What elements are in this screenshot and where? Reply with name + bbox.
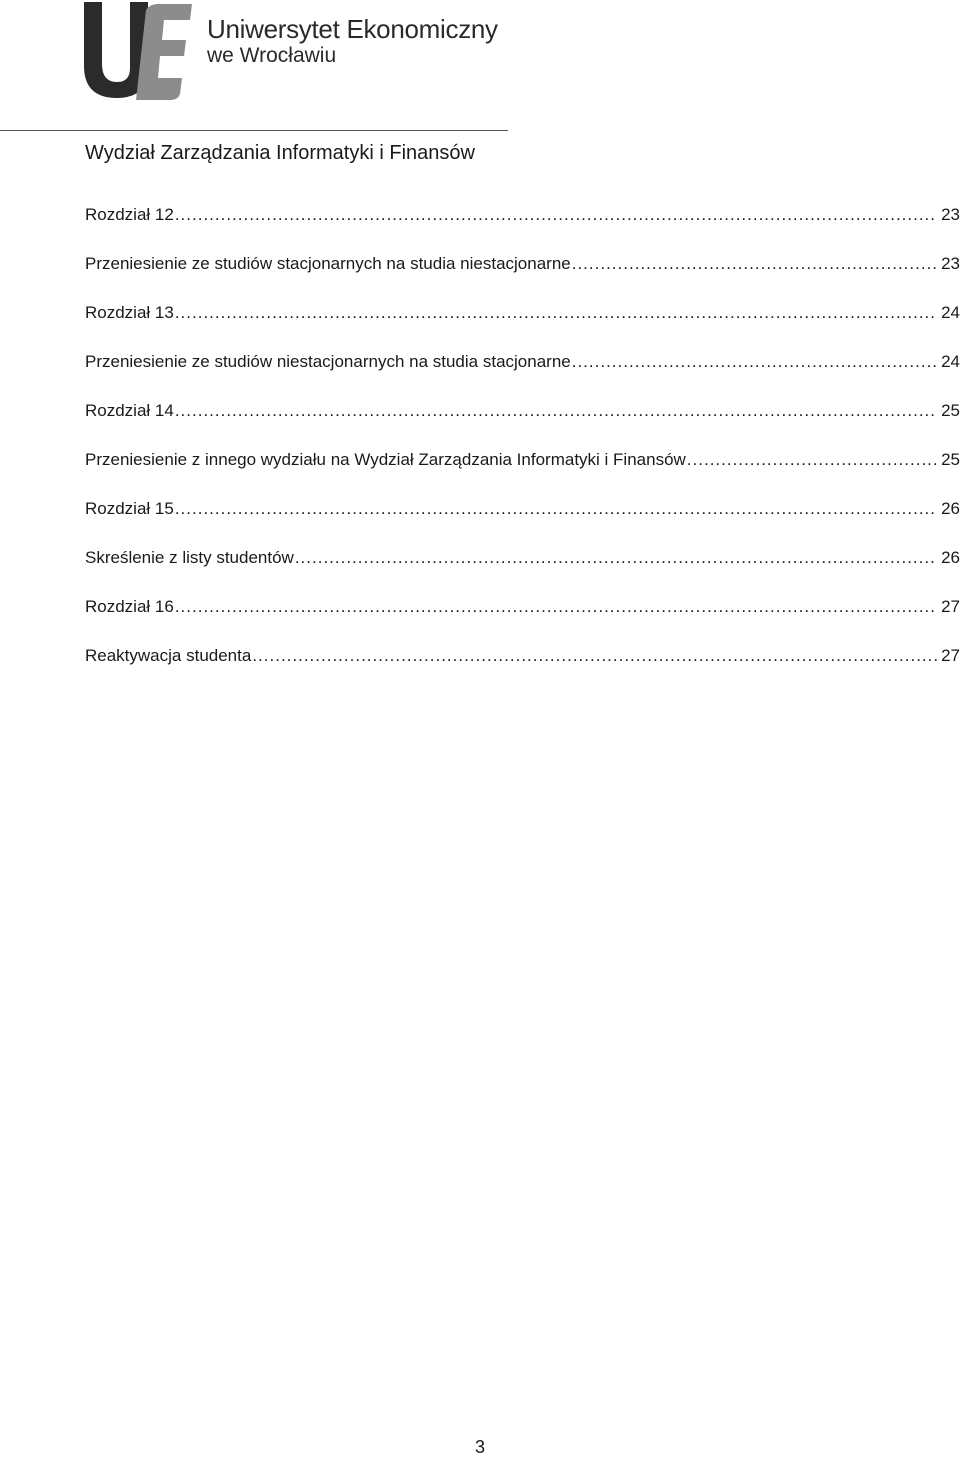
toc-entry[interactable] (85, 399, 960, 448)
toc-entry-page: 24 (941, 303, 960, 322)
faculty-title: Wydział Zarządzania Informatyki i Finansów (85, 142, 475, 164)
toc-entry-title: Rozdział 15 (85, 499, 174, 518)
toc-entry[interactable] (85, 350, 960, 399)
toc-entry-page: 26 (941, 548, 960, 567)
header-divider (0, 130, 508, 131)
toc-entry[interactable] (85, 595, 960, 644)
toc-entry-page: 27 (941, 597, 960, 616)
toc-leader-dots (252, 644, 937, 668)
toc-entry-title: Przeniesienie ze studiów niestacjonarnych na studia stacjonarne (85, 352, 571, 371)
toc-entry[interactable] (85, 448, 960, 497)
toc-entry-title: Przeniesienie ze studiów stacjonarnych na studia niestacjonarne (85, 254, 571, 273)
table-of-contents (85, 203, 960, 693)
page-header (0, 0, 960, 135)
toc-leader-dots (175, 399, 937, 423)
toc-entry[interactable] (85, 546, 960, 595)
toc-leader-dots (175, 203, 937, 227)
toc-entry[interactable] (85, 497, 960, 546)
page-number: 3 (474, 1437, 485, 1457)
ue-logo-icon (84, 2, 194, 100)
toc-entry-title: Rozdział 13 (85, 303, 174, 322)
toc-entry-page: 25 (941, 450, 960, 469)
toc-entry-page: 24 (941, 352, 960, 371)
toc-leader-dots (687, 448, 937, 472)
university-name (207, 14, 498, 68)
toc-leader-dots (572, 350, 937, 374)
toc-leader-dots (175, 595, 937, 619)
toc-entry-title: Przeniesienie z innego wydziału na Wydział Zarządzania Informatyki i Finansów (85, 450, 686, 469)
toc-entry[interactable] (85, 644, 960, 693)
toc-entry-page: 23 (941, 254, 960, 273)
toc-leader-dots (572, 252, 937, 276)
toc-leader-dots (175, 497, 937, 521)
toc-entry[interactable] (85, 301, 960, 350)
toc-entry[interactable] (85, 203, 960, 252)
toc-entry-page: 23 (941, 205, 960, 224)
toc-entry-title: Skreślenie z listy studentów (85, 548, 294, 567)
toc-entry[interactable] (85, 252, 960, 301)
toc-entry-title: Rozdział 16 (85, 597, 174, 616)
toc-entry-page: 25 (941, 401, 960, 420)
toc-entry-title: Rozdział 14 (85, 401, 174, 420)
university-name-line2: we Wrocławiu (207, 44, 337, 67)
toc-entry-page: 27 (941, 646, 960, 665)
university-name-line1: Uniwersytet Ekonomiczny (207, 14, 498, 44)
toc-entry-title: Reaktywacja studenta (85, 646, 252, 665)
toc-entry-title: Rozdział 12 (85, 205, 174, 224)
toc-leader-dots (175, 301, 937, 325)
toc-leader-dots (295, 546, 937, 570)
toc-entry-page: 26 (941, 499, 960, 518)
